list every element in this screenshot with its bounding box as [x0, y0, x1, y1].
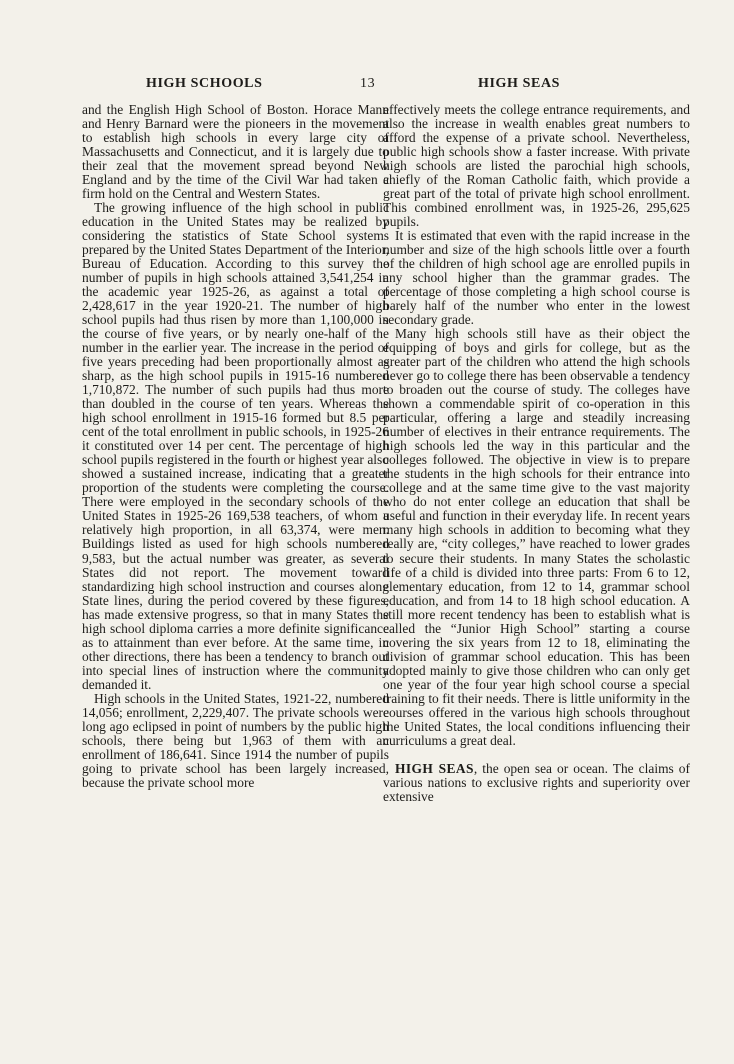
right-column: [383, 103, 690, 804]
paragraph: The growing influence of the high school in public education in the United States may be realized by considering the statistics of State School systems prepared by the United States Department of the Interior, Bureau of Education. According to this survey the number of pupils in high schools attained 3,541,254 in the academic year 1925-26, as against a total of 2,428,617 in the year 1920-21. The number of high school pupils had thus risen by more than 1,100,000 in the course of five years, or by nearly one-half of the number in the earlier year. The increase in the period of five years preceding had been proportionally almost as sharp, as the high school pupils in 1915-16 numbered 1,710,872. The number of such pupils had thus more than doubled in the course of ten years. Whereas the high school enrollment in 1915-16 formed but 8.5 per cent of the total enrollment in public schools, in 1925-26 it constituted over 14 per cent. The percentage of high school pupils registered in the fourth or highest year also showed a sustained increase, indicating that a greater proportion of the students were completing the course. There were employed in the secondary schools of the United States in 1925-26 169,538 teachers, of whom a relatively high proportion, in all 63,374, were men. Buildings listed as used for high schools numbered 9,583, but the actual number was greater, as several States did not report. The movement toward standardizing high school instruction and courses along State lines, during the period covered by these figures, has made extensive progress, so that in many States the high school diploma carries a more definite significance as to attainment than ever before. At the same time, in other directions, there has been a tendency to branch out into special lines of instruction where the community demanded it.: [82, 200, 389, 692]
paragraph: High schools in the United States, 1921-22, numbered 14,056; enrollment, 2,229,407. The private schools were long ago eclipsed in point of numbers by the public high schools, there being but 1,963 of them with an enrollment of 186,641. Since 1914 the number of pupils going to private school has been largely increased, because the private school more: [82, 690, 389, 790]
paragraph: Many high schools still have as their object the equipping of boys and girls for college, but as the greater part of the children who attend the high schools never go to college there has been observable a tendency to broaden out the course of study. The colleges have shown a commendable spirit of co-operation in this particular, offering a large and steadily increasing number of electives in their entrance requirements. The high schools led the way in this particular and the colleges followed. The objective in view is to prepare the students in the high schools for their entrance into college and at the same time give to the vast majority who do not enter college an education that shall be useful and function in their everyday life. In recent years many high schools in addition to becoming what they really are, “city colleges,” have reached to lower grades to secure their students. In many States the scholastic life of a child is divided into three parts: From 6 to 12, elementary education, from 12 to 14, grammar school education, and from 14 to 18 high school education. A still more recent tendency has been to establish what is called the “Junior High School” starting a course covering the six years from 12 to 18, eliminating the division of grammar school education. This has been adopted mainly to give those children who can only get one year of the four year high school course a special training to fit their needs. There is little uniformity in the courses offered in the various high schools throughout the United States, the local conditions influencing their curriculums a great deal.: [383, 326, 690, 748]
running-head-right: HIGH SEAS: [478, 76, 561, 91]
left-column: [82, 103, 389, 790]
paragraph: and the English High School of Boston. Horace Mann and Henry Barnard were the pioneers in the movement to establish high schools in every large city of Massachusetts and Connecticut, and it is largely due to their zeal that the movement spread beyond New England and by the time of the Civil War had taken a firm hold on the Central and Western States.: [82, 102, 389, 202]
paragraph: effectively meets the college entrance requirements, and also the increase in wealth enables great numbers to afford the expense of a private school. Nevertheless, public high schools show a faster increase. With private high schools are listed the parochial high schools, chiefly of the Roman Catholic faith, which provide a great part of the total of private high school enrollment. This combined enrollment was, in 1925-26, 295,625 pupils.: [383, 102, 690, 230]
page-number: 13: [360, 76, 376, 91]
encyclopedia-entry: [383, 762, 690, 804]
running-head-left: HIGH SCHOOLS: [146, 76, 263, 91]
paragraph: It is estimated that even with the rapid increase in the number and size of the high schools little over a fourth of the children of high school age are enrolled pupils in any school higher than the grammar grades. The percentage of those completing a high school course is barely half of the number who enter in the lowest secondary grade.: [383, 228, 690, 328]
entry-definition: , the open sea or ocean. The claims of various nations to exclusive rights and superiority over extensive: [383, 760, 690, 804]
entry-term: HIGH SEAS: [395, 760, 474, 776]
